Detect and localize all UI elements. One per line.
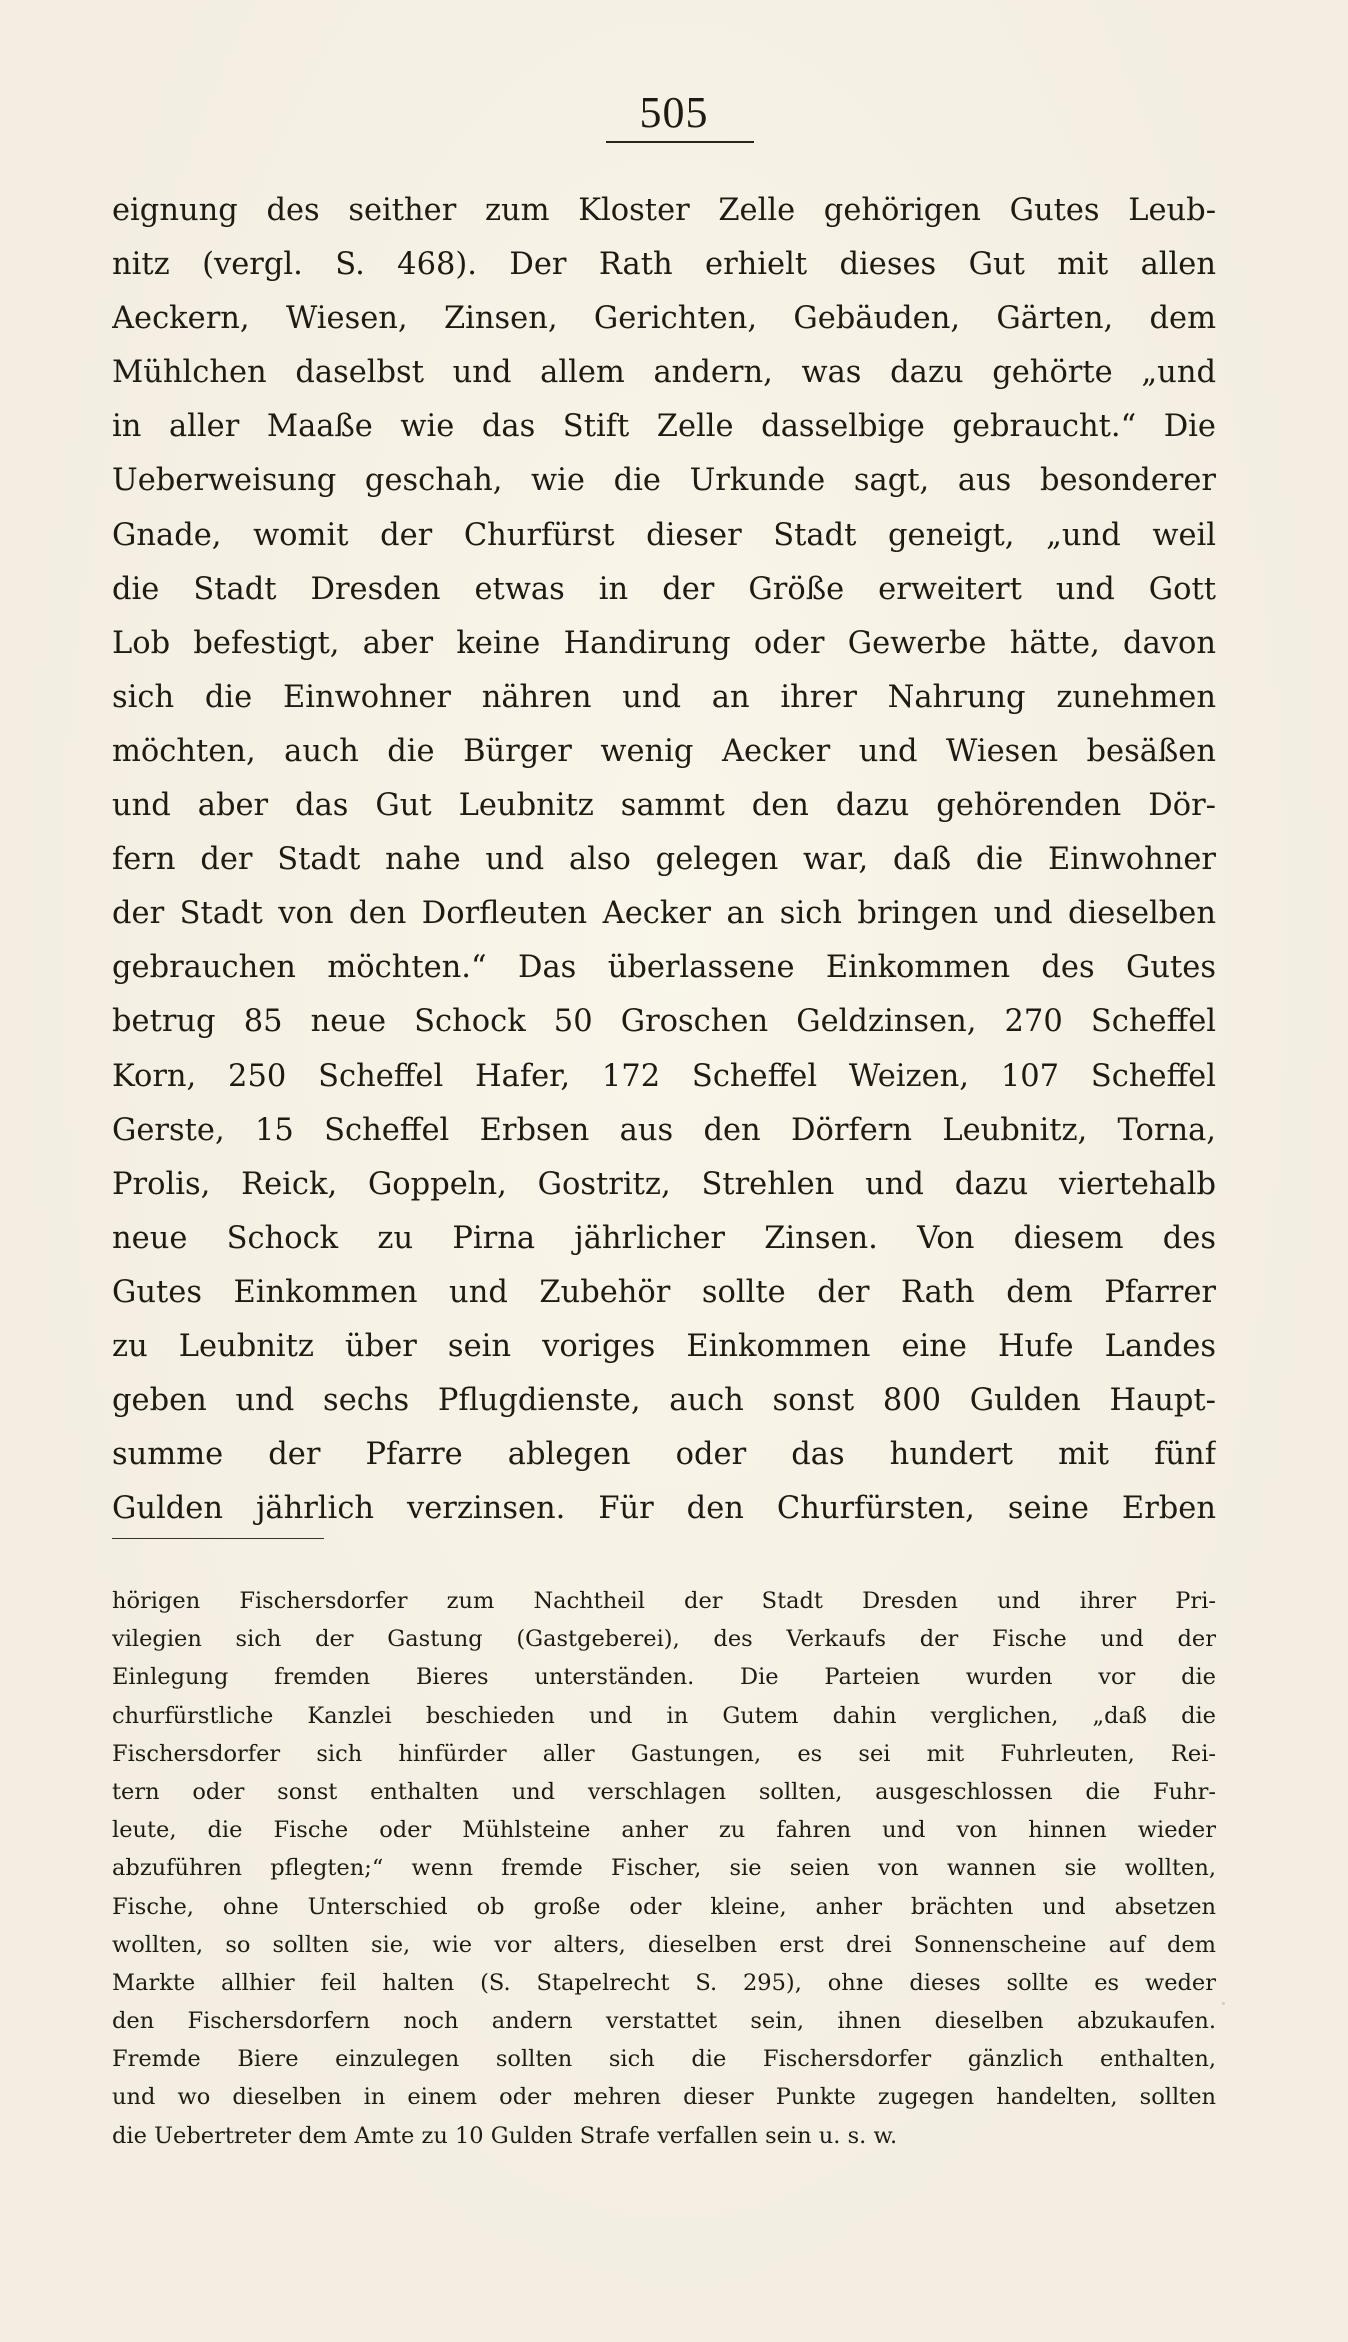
body-line: sich die Einwohner nähren und an ihrer Nahrung zunehmen [112, 679, 1216, 715]
footnote-line: Fische, ohne Unterschied ob große oder kleine, anher brächten und absetzen [112, 1893, 1216, 1920]
footnote-line: Fremde Biere einzulegen sollten sich die Fischersdorfer gänzlich enthalten, [112, 2046, 1216, 2073]
footnote-line: leute, die Fische oder Mühlsteine anher zu fahren und von hinnen wieder [112, 1817, 1216, 1844]
main-text-block [112, 184, 1216, 1536]
body-line: Korn, 250 Scheffel Hafer, 172 Scheffel Weizen, 107 Scheffel [112, 1058, 1216, 1094]
body-line: der Stadt von den Dorfleuten Aecker an sich bringen und dieselben [112, 896, 1216, 932]
body-line: gebrauchen möchten.“ Das überlassene Einkommen des Gutes [112, 950, 1216, 986]
body-line: Gutes Einkommen und Zubehör sollte der Rath dem Pfarrer [112, 1274, 1216, 1310]
body-line: summe der Pfarre ablegen oder das hundert mit fünf [112, 1437, 1216, 1473]
footnote-line: Einlegung fremden Bieres unterständen. Die Parteien wurden vor die [112, 1664, 1216, 1691]
footnote-line: wollten, so sollten sie, wie vor alters, dieselben erst drei Sonnenscheine auf dem [112, 1931, 1216, 1958]
body-line: Gnade, womit der Churfürst dieser Stadt geneigt, „und weil [112, 517, 1216, 553]
footnote-line: vilegien sich der Gastung (Gastgeberei), des Verkaufs der Fische und der [112, 1626, 1216, 1653]
header-rule [606, 141, 754, 143]
footnote-line: Markte allhier feil halten (S. Stapelrecht S. 295), ohne dieses sollte es weder [112, 1969, 1216, 1996]
ink-speck [904, 1513, 907, 1516]
page-number: 505 [639, 88, 709, 137]
footnote-line: die Uebertreter dem Amte zu 10 Gulden Strafe verfallen sein u. s. w. [112, 2122, 898, 2149]
body-line: zu Leubnitz über sein voriges Einkommen eine Hufe Landes [112, 1328, 1216, 1364]
body-line: fern der Stadt nahe und also gelegen war, daß die Einwohner [112, 842, 1216, 878]
body-line: Mühlchen daselbst und allem andern, was dazu gehörte „und [112, 355, 1216, 391]
body-line: Gulden jährlich verzinsen. Für den Churfürsten, seine Erben [112, 1491, 1216, 1527]
body-line: Lob befestigt, aber keine Handirung oder Gewerbe hätte, davon [112, 625, 1216, 661]
footnote-line: und wo dieselben in einem oder mehren dieser Punkte zugegen handelten, sollten [112, 2084, 1216, 2111]
body-line: Ueberweisung geschah, wie die Urkunde sagt, aus besonderer [112, 463, 1216, 499]
body-line: möchten, auch die Bürger wenig Aecker und Wiesen besäßen [112, 733, 1216, 769]
footnote-line: den Fischersdorfern noch andern verstattet sein, ihnen dieselben abzukaufen. [112, 2008, 1216, 2035]
body-line: Aeckern, Wiesen, Zinsen, Gerichten, Gebäuden, Gärten, dem [112, 301, 1216, 337]
footnote-block [112, 1582, 1216, 2155]
footnote-line: churfürstliche Kanzlei beschieden und in Gutem dahin verglichen, „daß die [112, 1702, 1216, 1729]
body-line: und aber das Gut Leubnitz sammt den dazu gehörenden Dör- [112, 788, 1216, 824]
body-line: betrug 85 neue Schock 50 Groschen Geldzinsen, 270 Scheffel [112, 1004, 1216, 1040]
body-line: geben und sechs Pflugdienste, auch sonst 800 Gulden Haupt- [112, 1383, 1216, 1419]
ink-speck [1222, 2002, 1225, 2005]
body-line: nitz (vergl. S. 468). Der Rath erhielt dieses Gut mit allen [112, 247, 1216, 283]
body-line: eignung des seither zum Kloster Zelle gehörigen Gutes Leub- [112, 193, 1216, 228]
footnote-line: Fischersdorfer sich hinfürder aller Gastungen, es sei mit Fuhrleuten, Rei- [112, 1740, 1216, 1767]
body-line: Prolis, Reick, Goppeln, Gostritz, Strehlen und dazu viertehalb [112, 1166, 1216, 1202]
footnote-line: hörigen Fischersdorfer zum Nachtheil der Stadt Dresden und ihrer Pri- [112, 1588, 1216, 1614]
footnote-line: abzuführen pflegten;“ wenn fremde Fischer, sie seien von wannen sie wollten, [112, 1855, 1216, 1882]
body-line: neue Schock zu Pirna jährlicher Zinsen. Von diesem des [112, 1220, 1216, 1256]
footnote-line: tern oder sonst enthalten und verschlagen sollten, ausgeschlossen die Fuhr- [112, 1778, 1216, 1805]
body-line: Gerste, 15 Scheffel Erbsen aus den Dörfern Leubnitz, Torna, [112, 1112, 1216, 1148]
footnote-rule [112, 1538, 324, 1539]
body-line: in aller Maaße wie das Stift Zelle dasselbige gebraucht.“ Die [112, 409, 1216, 445]
body-line: die Stadt Dresden etwas in der Größe erweitert und Gott [112, 571, 1216, 607]
